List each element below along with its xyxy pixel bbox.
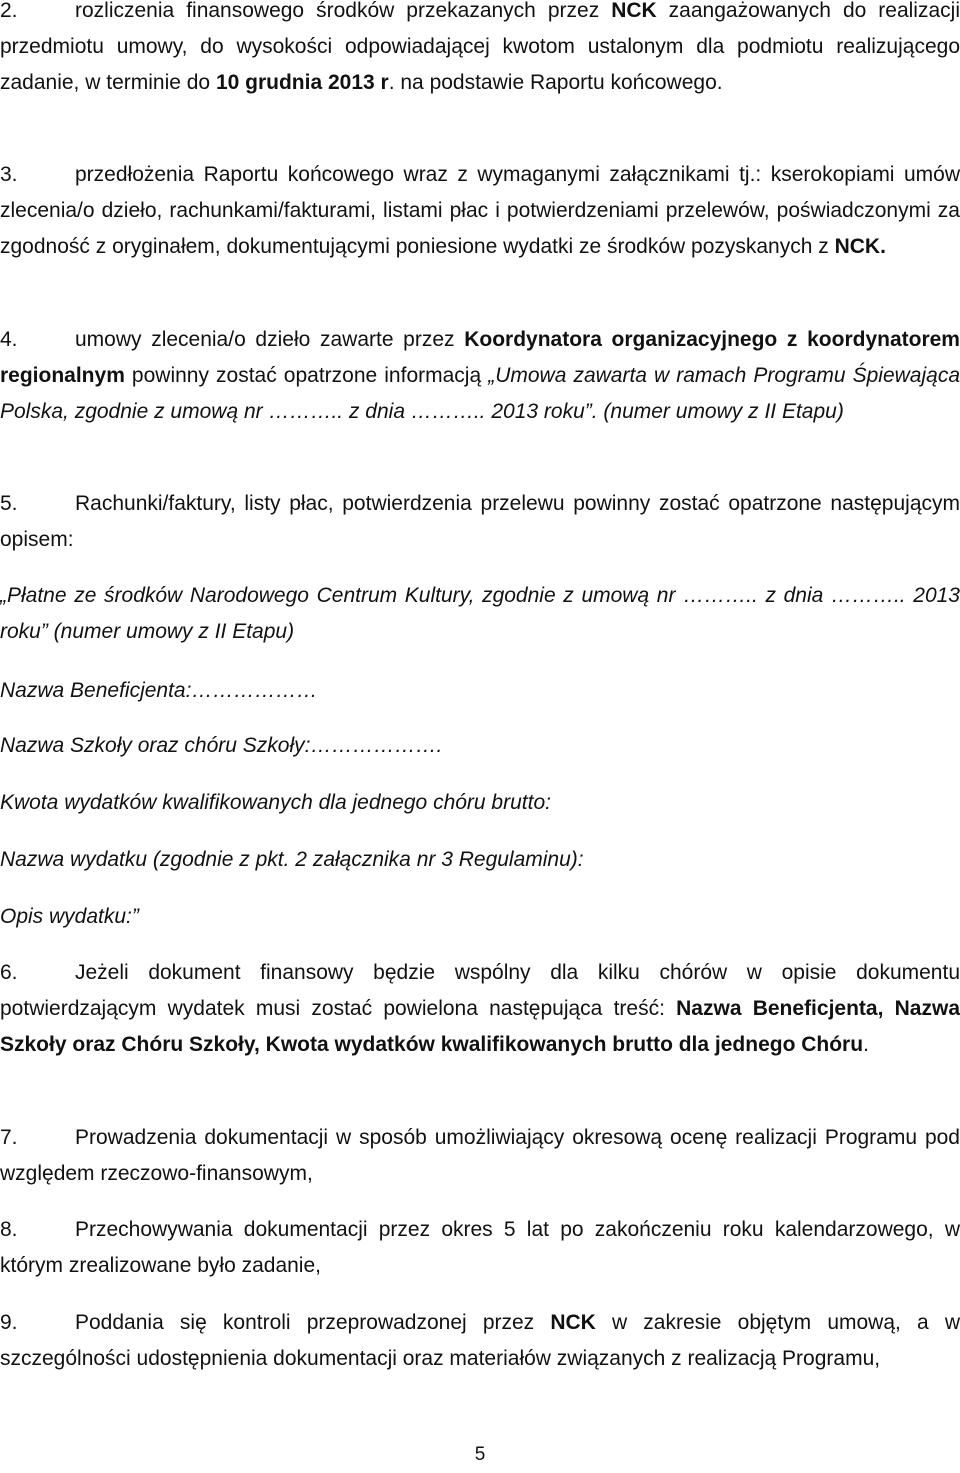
item-7 (0, 1120, 960, 1192)
item-text: zaangażowanych do realizacji przedmiotu umowy, do wysokości odpowiadającej kwotom ustalonym dla podmiotu realizującego zadanie, w terminie do (0, 0, 960, 94)
item-text: przedłożenia Raportu końcowego wraz z wymaganymi załącznikami tj.: kserokopiami umów zlecenia/o dzieło, rachunkami/fakturami, listami płac i potwierdzeniami przelewów, poświadczonymi za zgodność z oryginałem, dokumentującymi poniesione wydatki ze środków pozyskanych z (0, 163, 960, 258)
item-bold-text: 10 grudnia 2013 r (215, 71, 389, 94)
item-bold-text: NCK. (834, 235, 886, 258)
field-school: Nazwa Szkoły oraz chóru Szkoły:………………. (0, 734, 443, 757)
item-bold-text: NCK (611, 0, 657, 22)
item-text: . (863, 1033, 869, 1056)
item-text: . na podstawie Raportu końcowego. (388, 71, 723, 94)
item-bold-text: NCK (550, 1311, 596, 1334)
item-2 (0, 0, 960, 101)
item-number: 8. (0, 1218, 18, 1241)
item-bold-text: Koordynatora organizacyjnego z koordynatorem regionalnym (0, 328, 960, 387)
item-text: Rachunki/faktury, listy płac, potwierdzenia przelewu powinny zostać opatrzone następującym opisem: (0, 492, 960, 551)
item-4 (0, 322, 960, 430)
item-9 (0, 1305, 960, 1377)
item-text: Prowadzenia dokumentacji w sposób umożliwiający okresową ocenę realizacji Programu pod względem rzeczowo-finansowym, (0, 1126, 960, 1185)
item-number: 9. (0, 1311, 18, 1334)
item-bold-text: Nazwa Beneficjenta, Nazwa Szkoły oraz Chóru Szkoły, Kwota wydatków kwalifikowanych brutto dla jednego Chóru (0, 997, 960, 1056)
item-number: 7. (0, 1126, 18, 1149)
field-beneficiary: Nazwa Beneficjenta:……………… (0, 679, 318, 702)
item-number: 4. (0, 328, 18, 351)
description-template: „Płatne ze środków Narodowego Centrum Kultury, zgodnie z umową nr ……….. z dnia ……….. 2013 roku” (numer umowy z II Etapu) (0, 584, 960, 643)
item-italic-text: „Umowa zawarta w ramach Programu Śpiewająca Polska, zgodnie z umową nr ……….. z dnia ……….. 2013 roku”. (numer umowy z II Etapu) (0, 364, 960, 423)
page-number: 5 (474, 1444, 486, 1465)
item-text: Przechowywania dokumentacji przez okres 5 lat po zakończeniu roku kalendarzowego, w którym zrealizowane było zadanie, (0, 1218, 960, 1277)
item-number: 6. (0, 961, 18, 984)
item-6 (0, 955, 960, 1063)
field-expense-name: Nazwa wydatku (zgodnie z pkt. 2 załącznika nr 3 Regulaminu): (0, 848, 584, 871)
item-3 (0, 157, 960, 265)
field-amount: Kwota wydatków kwalifikowanych dla jednego chóru brutto: (0, 791, 551, 814)
item-number: 2. (0, 0, 18, 22)
item-5 (0, 486, 960, 558)
item-text: Jeżeli dokument finansowy będzie wspólny dla kilku chórów w opisie dokumentu potwierdzającym wydatek musi zostać powielona następująca treść: (0, 961, 960, 1020)
item-text: umowy zlecenia/o dzieło zawarte przez (75, 328, 465, 351)
item-text: Poddania się kontroli przeprowadzonej przez (75, 1311, 551, 1334)
field-expense-description: Opis wydatku:” (0, 905, 139, 928)
item-8 (0, 1212, 960, 1284)
item-text: w zakresie objętym umową, a w szczególności udostępnienia dokumentacji oraz materiałów związanych z realizacją Programu, (0, 1311, 960, 1370)
item-text: rozliczenia finansowego środków przekazanych przez (75, 0, 612, 22)
item-number: 5. (0, 492, 18, 515)
item-text: powinny zostać opatrzone informacją (124, 364, 489, 387)
item-number: 3. (0, 163, 18, 186)
